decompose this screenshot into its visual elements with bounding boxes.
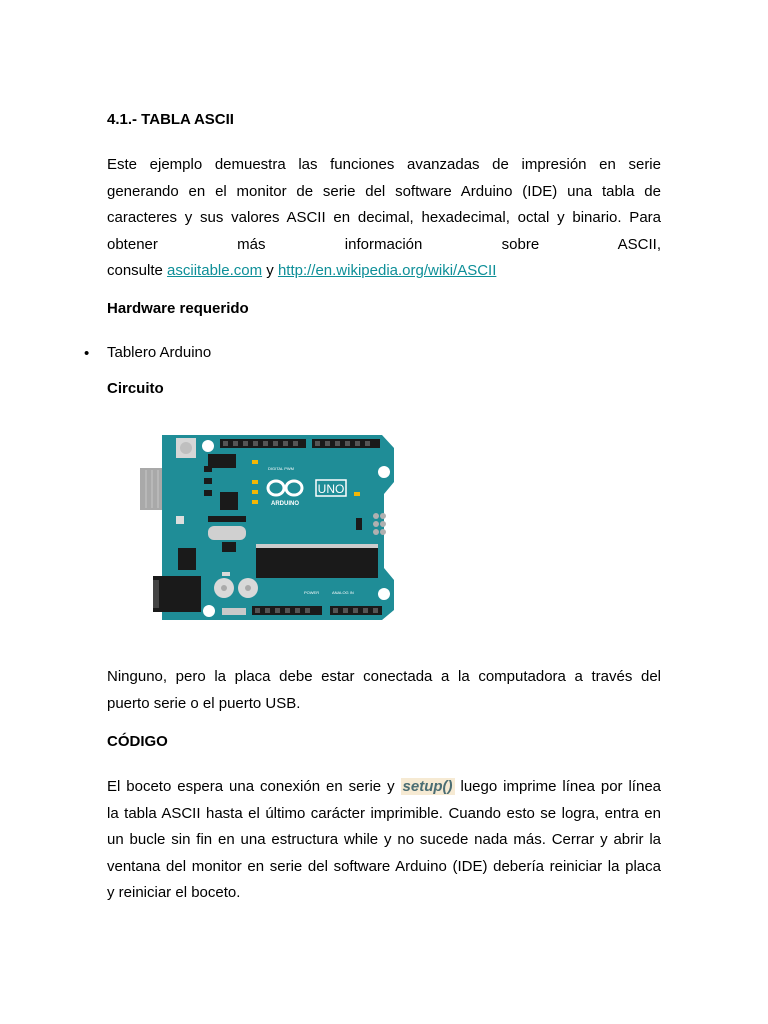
intro-line: caracteres y sus valores ASCII en decimal, hexadecimal, octal y binario. Para (107, 209, 661, 226)
circuit-heading: Circuito (107, 380, 164, 397)
connection-paragraph (107, 664, 661, 717)
hardware-heading: Hardware requerido (107, 300, 249, 317)
code-heading: CÓDIGO (107, 733, 168, 750)
bullet-icon: • (84, 345, 90, 362)
code-line: ventana del monitor en serie del software Arduino (IDE) debería reiniciar la placa (107, 857, 661, 875)
hardware-item: Tablero Arduino (107, 344, 212, 361)
code-text-before: El boceto espera una conexión en serie y (107, 778, 395, 795)
wikipedia-ascii-link[interactable]: http://en.wikipedia.org/wiki/ASCII (277, 262, 497, 279)
board-brand-text: ARDUINO (271, 501, 299, 507)
power-jack (153, 576, 201, 612)
digital-label: DIGITAL PWM (268, 466, 294, 471)
code-line: la tabla ASCII hasta el último carácter imprimible. Cuando esto se logra, entra en (107, 804, 661, 822)
code-text-after: luego imprime línea por línea (460, 778, 662, 795)
code-line: y reiniciar el boceto. (107, 884, 241, 901)
atmega-chip (256, 548, 378, 578)
intro-line: Este ejemplo demuestra las funciones avanzadas de impresión en serie (107, 156, 661, 173)
intro-line: generando en el monitor de serie del software Arduino (IDE) una tabla de (107, 182, 661, 200)
setup-keyword: setup() (402, 778, 453, 795)
code-line: un bucle sin fin en una estructura while y no sucede nada más. Cerrar y abrir la (107, 831, 661, 848)
power-label: POWER (304, 590, 320, 595)
intro-paragraph (107, 152, 661, 285)
consult-text: consulte (107, 262, 163, 279)
intro-links-line (107, 258, 661, 285)
usb-chip (220, 492, 238, 510)
intro-line: obtener más información sobre ASCII, (107, 235, 661, 253)
analog-label: ANALOG IN (332, 590, 354, 595)
crystal (208, 526, 246, 540)
connection-line: Ninguno, pero la placa debe estar conectada a la computadora a través del (107, 668, 661, 685)
conjunction-text: y (266, 262, 274, 279)
asciitable-link[interactable]: asciitable.com (167, 262, 263, 279)
code-paragraph (107, 774, 661, 907)
section-title: 4.1.- TABLA ASCII (107, 111, 234, 128)
board-model-text: UNO (317, 482, 345, 496)
code-line (107, 774, 661, 801)
connection-line: puerto serie o el puerto USB. (107, 694, 301, 712)
arduino-uno-board-image (138, 430, 396, 624)
